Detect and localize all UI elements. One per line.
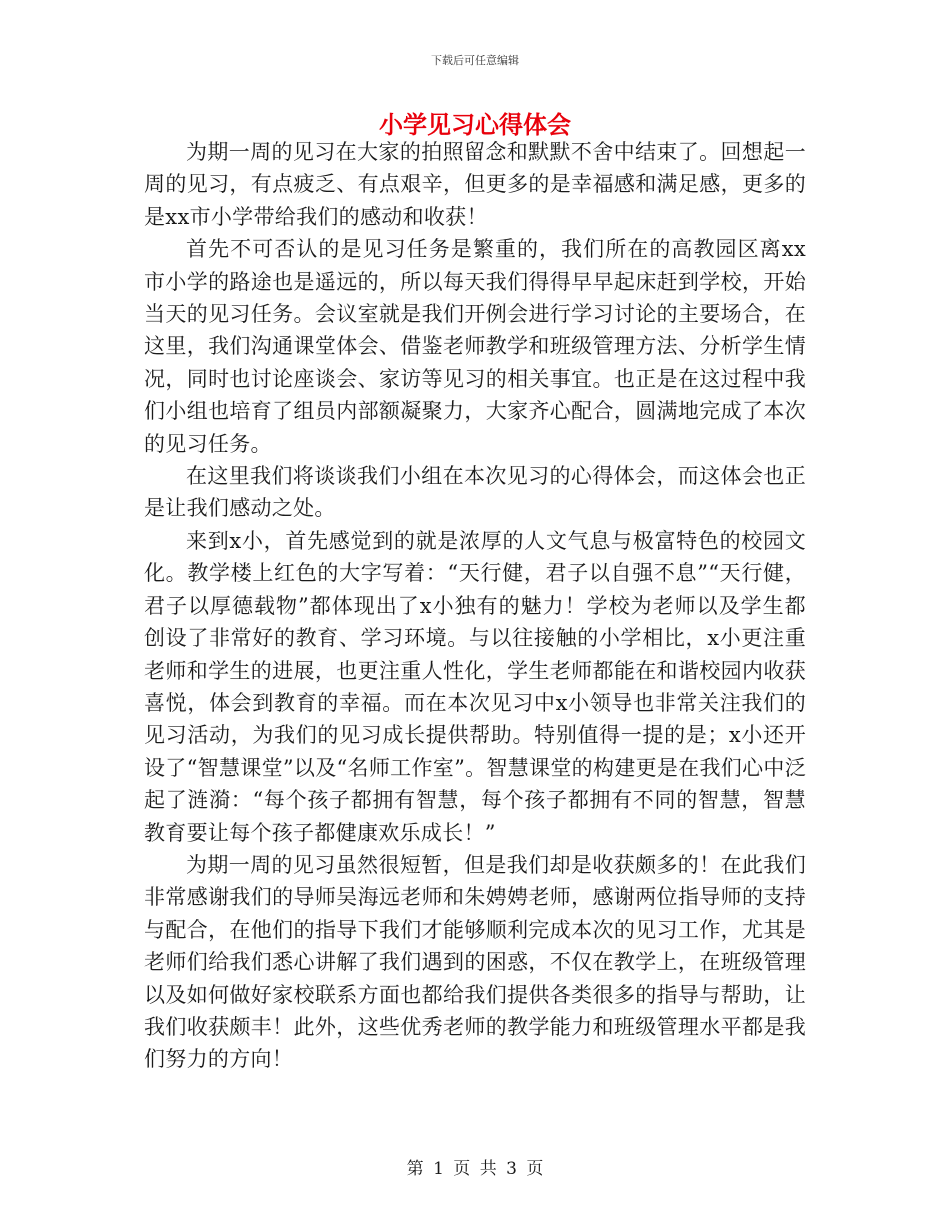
document-body bbox=[144, 136, 806, 1076]
paragraph-5: 为期一周的见习虽然很短暂，但是我们却是收获颇多的！在此我们非常感谢我们的导师吴海远老师和朱娉娉老师，感谢两位指导师的支持与配合，在他们的指导下我们才能够顺利完成本次的见习工作，尤其是老师们给我们悉心讲解了我们遇到的困惑，不仅在教学上，在班级管理以及如何做好家校联系方面也都给我们提供各类很多的指导与帮助，让我们收获颇丰！此外，这些优秀老师的教学能力和班级管理水平都是我们努力的方向！ bbox=[144, 852, 806, 1072]
page-number-footer: 第 1 页 共 3 页 bbox=[406, 1159, 544, 1179]
paragraph-3: 在这里我们将谈谈我们小组在本次见习的心得体会，而这体会也正是让我们感动之处。 bbox=[144, 464, 806, 521]
paragraph-4: 来到x小，首先感觉到的就是浓厚的人文气息与极富特色的校园文化。教学楼上红色的大字写着：“天行健，君子以自强不息”“天行健，君子以厚德载物”都体现出了x小独有的魅力！学校为老师以及学生都创设了非常好的教育、学习环境。与以往接触的小学相比，x小更注重老师和学生的进展，也更注重人性化，学生老师都能在和谐校园内收获喜悦，体会到教育的幸福。而在本次见习中x小领导也非常关注我们的见习活动，为我们的见习成长提供帮助。特别值得一提的是；x小还开设了“智慧课堂”以及“名师工作室”。智慧课堂的构建更是在我们心中泛起了涟漪：“每个孩子都拥有智慧，每个孩子都拥有不同的智慧，智慧教育要让每个孩子都健康欢乐成长！” bbox=[144, 528, 806, 845]
document-title: 小学见习心得体会 bbox=[379, 110, 571, 139]
page-header-note: 下载后可任意编辑 bbox=[431, 54, 519, 67]
paragraph-2: 首先不可否认的是见习任务是繁重的，我们所在的高教园区离xx市小学的路途也是遥远的，所以每天我们得得早早起床赶到学校，开始当天的见习任务。会议室就是我们开例会进行学习讨论的主要场合，在这里，我们沟通课堂体会、借鉴老师教学和班级管理方法、分析学生情况，同时也讨论座谈会、家访等见习的相关事宜。也正是在这过程中我们小组也培育了组员内部额凝聚力，大家齐心配合，圆满地完成了本次的见习任务。 bbox=[144, 237, 806, 456]
paragraph-1: 为期一周的见习在大家的拍照留念和默默不舍中结束了。回想起一周的见习，有点疲乏、有点艰辛，但更多的是幸福感和满足感，更多的是xx市小学带给我们的感动和收获！ bbox=[144, 140, 806, 229]
